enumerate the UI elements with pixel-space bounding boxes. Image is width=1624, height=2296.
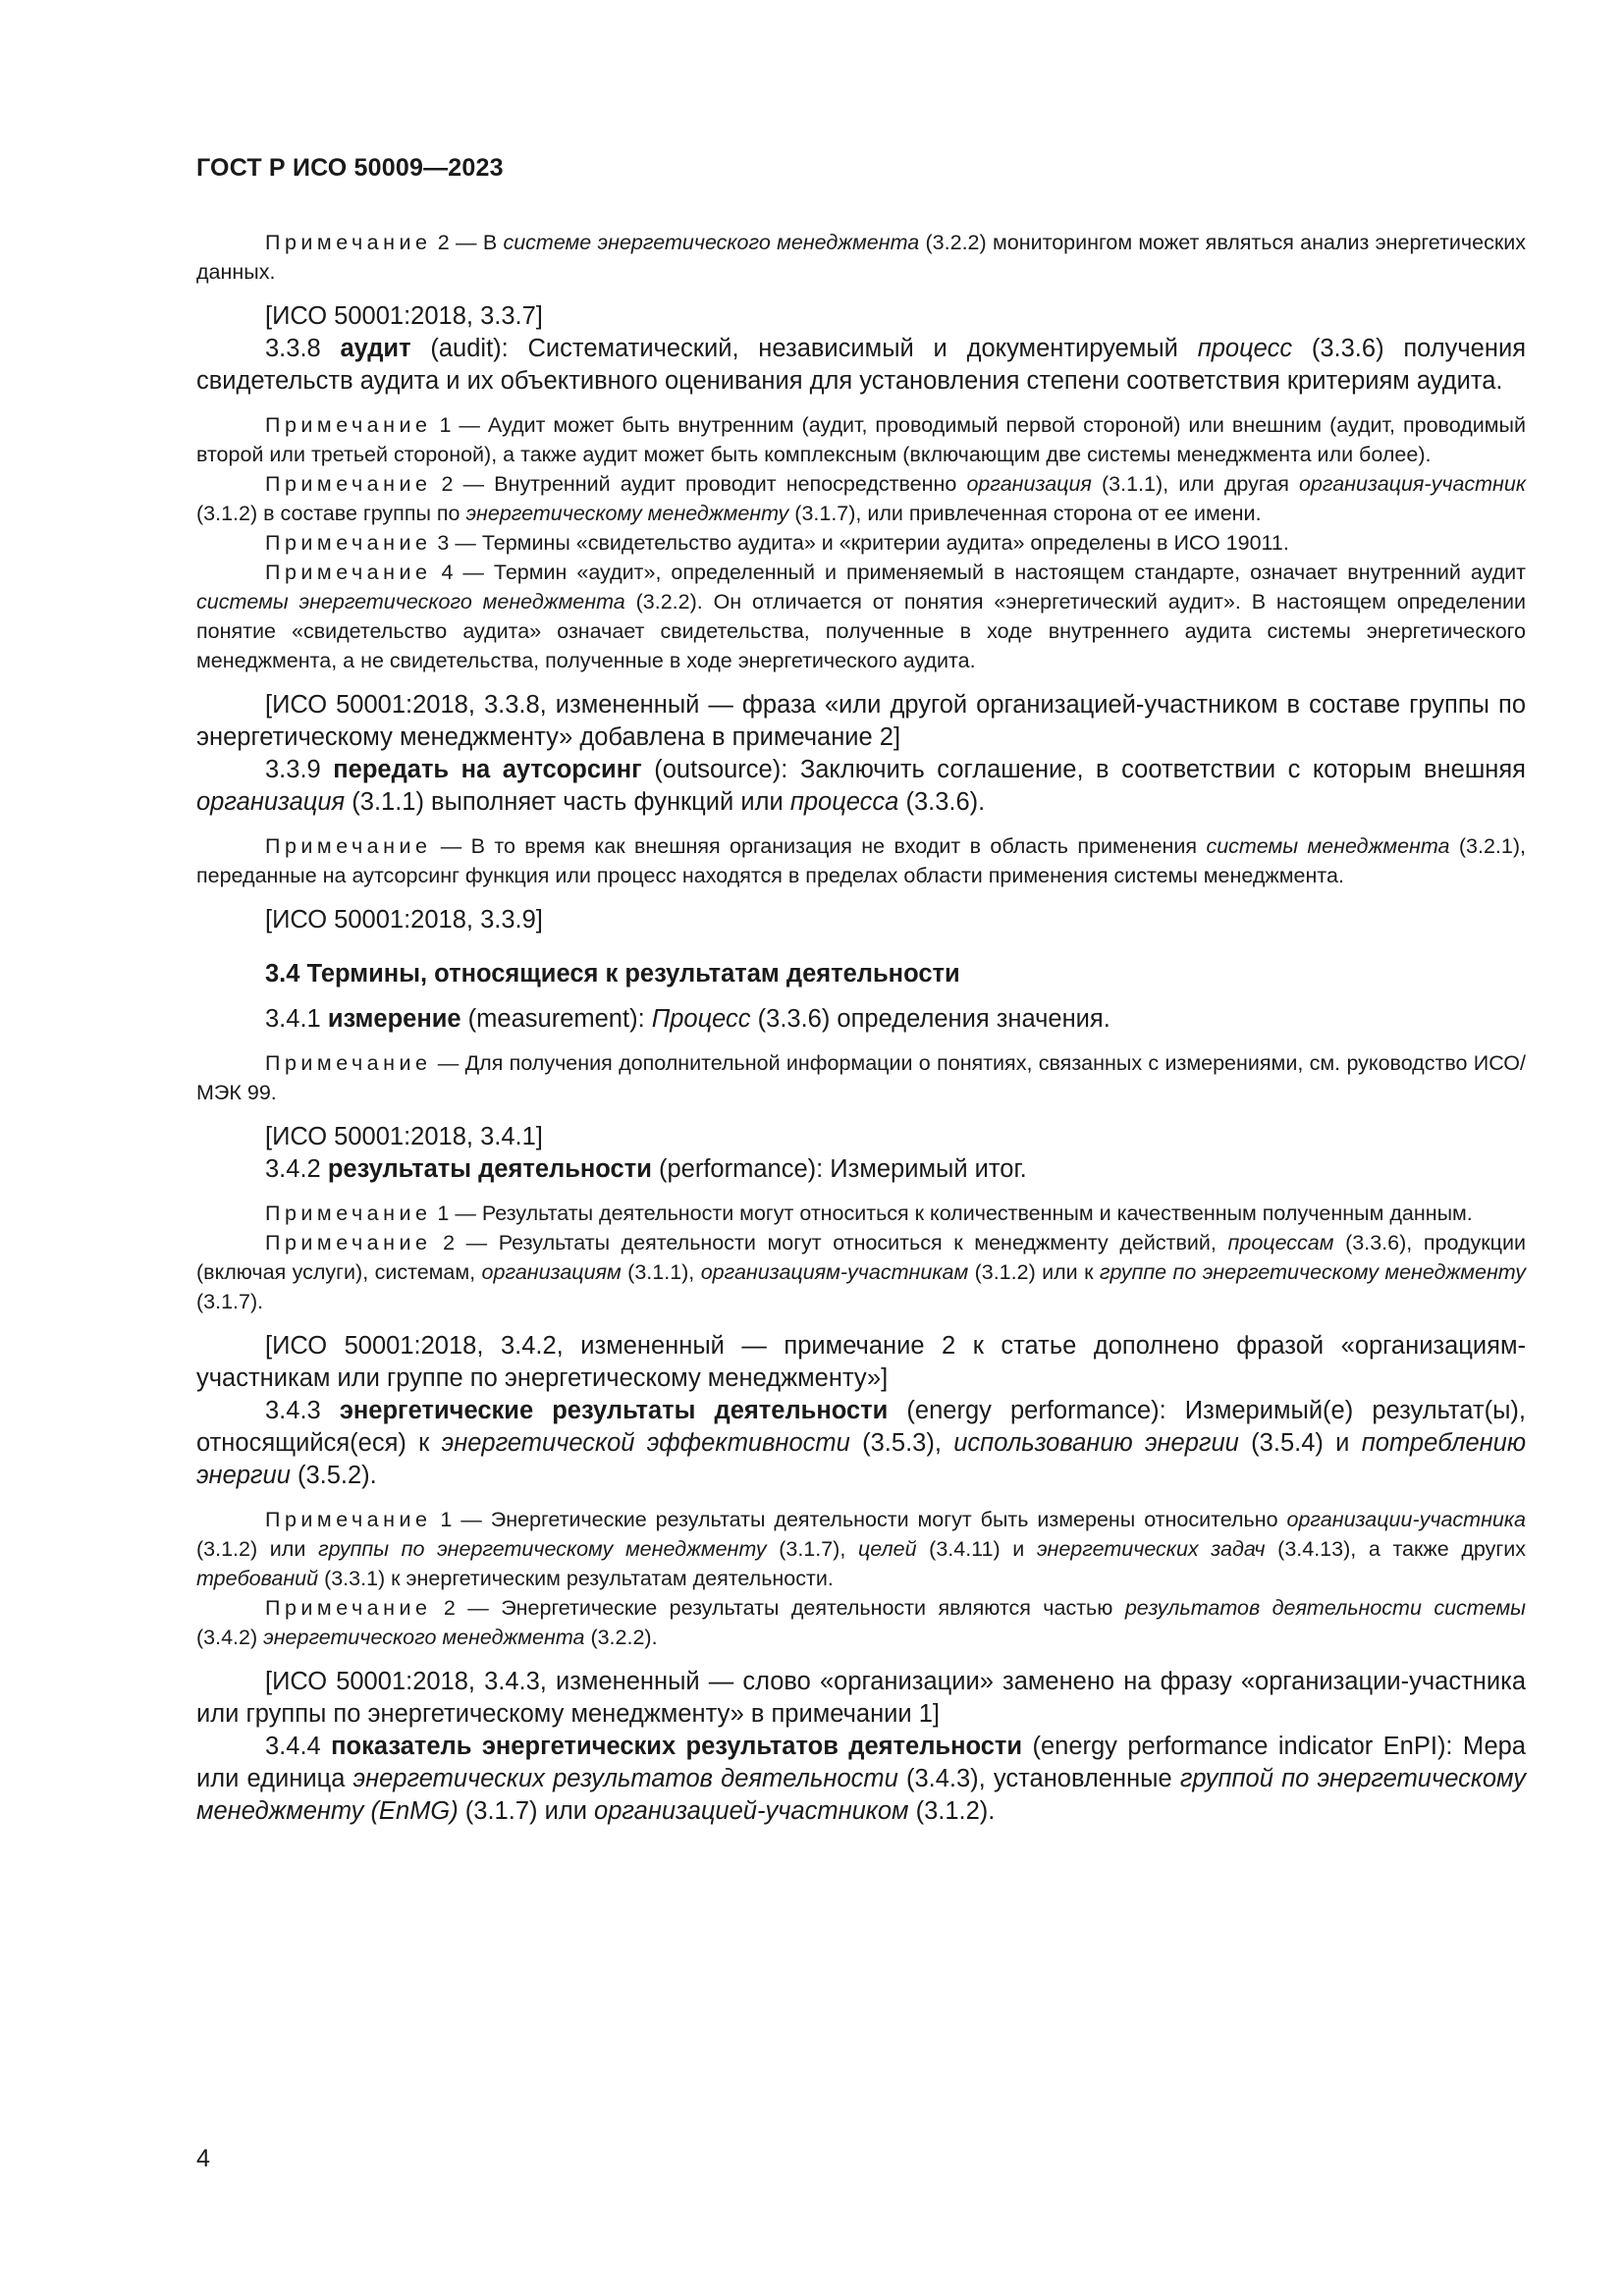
note-label: Примечание: [265, 1231, 432, 1255]
reference-3-4-1: [ИСО 50001:2018, 3.4.1]: [265, 1123, 543, 1150]
reference-3-4-2: [ИСО 50001:2018, 3.4.2, измененный — примечание 2 к статье дополнено фразой «организациям-участникам или группе по энергетическому менеджменту»]: [196, 1332, 1526, 1392]
note-2: Примечание 2 — Результаты деятельности могут относиться к менеджменту действий, процессам (3.3.6), продукции (включая услуги), системам, организациям (3.1.1), организациям-участникам (3.1.2) или к группе по энергетическому менеджменту (3.1.7).: [196, 1231, 1526, 1313]
note-label: Примечание: [265, 561, 432, 584]
term-3-4-3: 3.4.3 энергетические результаты деятельности (energy performance): Измеримый(е) результат(ы), относящийся(еся) к энергетической эффективности (3.5.3), использованию энергии (3.5.4) и потреблению энергии (3.5.2).: [196, 1397, 1527, 1489]
note-1: Примечание 1 — Результаты деятельности могут относиться к количественным и качественным полученным данным.: [265, 1201, 1473, 1225]
note-label: Примечание: [265, 231, 432, 254]
reference-3-3-7: [ИСО 50001:2018, 3.3.7]: [265, 302, 543, 330]
reference-3-4-3: [ИСО 50001:2018, 3.4.3, измененный — слово «организации» заменено на фразу «организации-участника или группы по энергетическому менеджменту» в примечании 1]: [196, 1668, 1526, 1728]
page-content: [196, 228, 1526, 1828]
note: Примечание — В то время как внешняя организация не входит в область применения системы менеджмента (3.2.1), переданные на аутсорсинг функция или процесс находятся в пределах области применения системы менеджмента.: [196, 834, 1526, 887]
note-1: Примечание 2 — В системе энергетического менеджмента (3.2.2) мониторингом может являться анализ энергетических данных.: [196, 231, 1526, 284]
note-1: Примечание 1 — Энергетические результаты деятельности могут быть измерены относительно организации-участника (3.1.2) или группы по энергетическому менеджменту (3.1.7), целей (3.4.11) и энергетических задач (3.4.13), а также других требований (3.3.1) к энергетическим результатам деятельности.: [196, 1508, 1526, 1590]
term-3-3-9: 3.3.9 передать на аутсорсинг (outsource): Заключить соглашение, в соответствии с которым внешняя организация (3.1.1) выполняет часть функций или процесса (3.3.6).: [196, 756, 1526, 816]
note-label: Примечание: [265, 1201, 432, 1225]
standard-header: ГОСТ Р ИСО 50009—2023: [196, 154, 504, 182]
note-2: Примечание 2 — Внутренний аудит проводит непосредственно организация (3.1.1), или другая организация-участник (3.1.2) в составе группы по энергетическому менеджменту (3.1.7), или привлеченная сторона от ее имени.: [196, 472, 1526, 525]
note-2: Примечание 2 — Энергетические результаты деятельности являются частью результатов деятельности системы (3.4.2) энергетического менеджмента (3.2.2).: [196, 1596, 1526, 1649]
note: Примечание — Для получения дополнительной информации о понятиях, связанных с измерениями, см. руководство ИСО/МЭК 99.: [196, 1051, 1526, 1104]
note-label: Примечание: [265, 1596, 432, 1620]
note-label: Примечание: [265, 1051, 432, 1075]
section-heading-3-4: 3.4 Термины, относящиеся к результатам деятельности: [265, 960, 960, 988]
term-3-3-8: 3.3.8 аудит (audit): Систематический, независимый и документируемый процесс (3.3.6) получения свидетельств аудита и их объективного оценивания для установления степени соответствия критериям аудита.: [196, 335, 1526, 395]
reference-3-3-9: [ИСО 50001:2018, 3.3.9]: [265, 906, 543, 934]
page-number: 4: [196, 2145, 210, 2172]
term-3-4-1: 3.4.1 измерение (measurement): Процесс (3.3.6) определения значения.: [265, 1005, 1110, 1033]
term-3-4-4: 3.4.4 показатель энергетических результатов деятельности (energy performance indicator EnPI): Мера или единица энергетических результатов деятельности (3.4.3), установленные группой по энергетическому менеджменту (EnMG) (3.1.7) или организацией-участником (3.1.2).: [196, 1733, 1527, 1825]
term-3-4-2: 3.4.2 результаты деятельности (performance): Измеримый итог.: [265, 1155, 1027, 1183]
note-4: Примечание 4 — Термин «аудит», определенный и применяемый в настоящем стандарте, означает внутренний аудит системы энергетического менеджмента (3.2.2). Он отличается от понятия «энергетический аудит». В настоящем определении понятие «свидетельство аудита» означает свидетельства, полученные в ходе внутреннего аудита системы энергетического менеджмента, а не свидетельства, полученные в ходе энергетического аудита.: [196, 561, 1526, 672]
reference-3-3-8: [ИСО 50001:2018, 3.3.8, измененный — фраза «или другой организацией-участником в составе группы по энергетическому менеджменту» добавлена в примечание 2]: [196, 691, 1526, 751]
note-label: Примечание: [265, 531, 432, 555]
note-label: Примечание: [265, 1508, 432, 1531]
note-1: Примечание 1 — Аудит может быть внутренним (аудит, проводимый первой стороной) или внешним (аудит, проводимый второй или третьей стороной), а также аудит может быть комплексным (включающим две системы менеджмента или более).: [196, 413, 1526, 466]
note-label: Примечание: [265, 472, 432, 496]
note-label: Примечание: [265, 413, 432, 437]
note-label: Примечание: [265, 834, 432, 858]
note-3: Примечание 3 — Термины «свидетельство аудита» и «критерии аудита» определены в ИСО 19011.: [265, 531, 1289, 555]
